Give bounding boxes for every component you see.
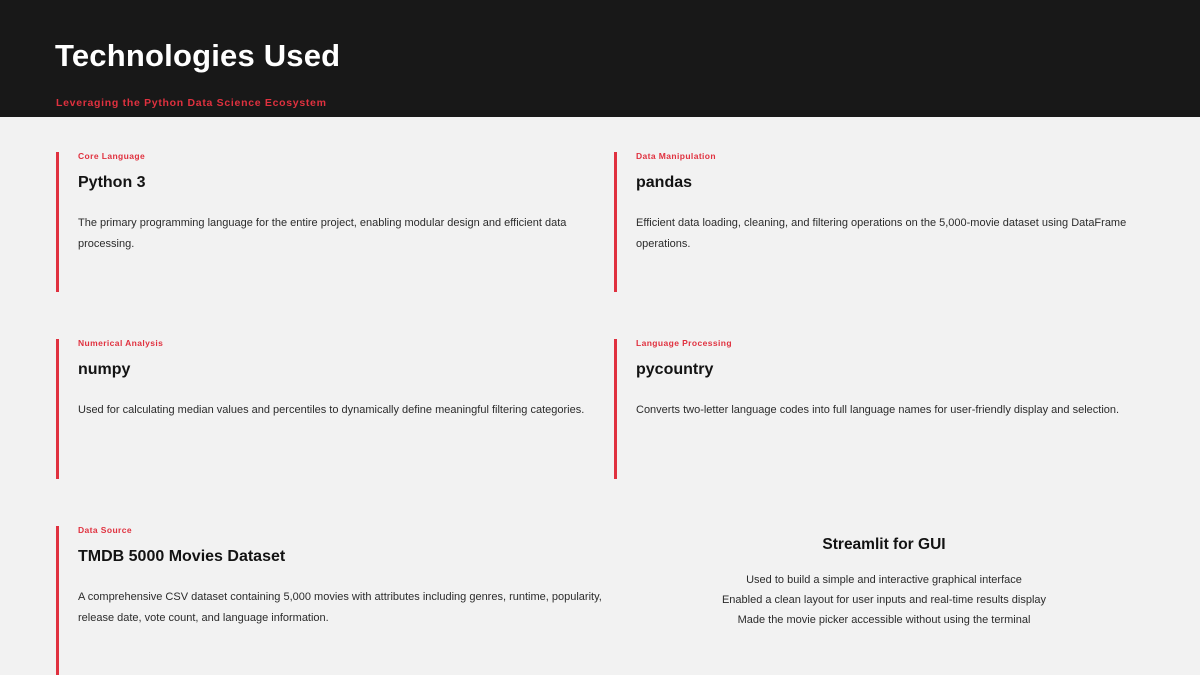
technology-card: [56, 152, 608, 292]
technology-card: [614, 152, 1176, 292]
card-title: numpy: [78, 360, 131, 378]
card-title: Python 3: [78, 173, 146, 191]
card-kicker: Core Language: [78, 151, 146, 161]
streamlit-block: [614, 537, 1154, 631]
card-kicker: Data Manipulation: [636, 151, 716, 161]
streamlit-bullet: Used to build a simple and interactive graphical interface: [746, 573, 1022, 586]
card-title: TMDB 5000 Movies Dataset: [78, 547, 286, 565]
card-title: pandas: [636, 173, 693, 191]
card-title: pycountry: [636, 360, 714, 378]
technology-cards-grid: [0, 117, 1200, 675]
card-kicker: Numerical Analysis: [78, 338, 164, 348]
card-description: Used for calculating median values and percentiles to dynamically define meaningful filtering categories.: [78, 403, 585, 416]
technology-card: [56, 339, 608, 479]
card-description: The primary programming language for the entire project, enabling modular design and efficient data processing.: [78, 216, 567, 250]
streamlit-bullet: Enabled a clean layout for user inputs and real-time results display: [721, 593, 1047, 606]
card-kicker: Language Processing: [636, 338, 732, 348]
card-description: A comprehensive CSV dataset containing 5,000 movies with attributes including genres, runtime, popularity, release date, vote count, and language information.: [78, 590, 602, 624]
page-subtitle: Leveraging the Python Data Science Ecosystem: [56, 97, 327, 109]
card-description: Converts two-letter language codes into full language names for user-friendly display and selection.: [636, 403, 1120, 416]
technology-card: [614, 339, 1176, 479]
streamlit-bullet: Made the movie picker accessible without using the terminal: [737, 614, 1031, 627]
slide-header: [0, 0, 1200, 117]
technology-card: [56, 526, 608, 675]
card-description: Efficient data loading, cleaning, and filtering operations on the 5,000-movie dataset using DataFrame operations.: [636, 216, 1127, 250]
streamlit-title: Streamlit for GUI: [822, 536, 946, 553]
card-kicker: Data Source: [78, 525, 133, 535]
page-title: Technologies Used: [55, 38, 341, 73]
